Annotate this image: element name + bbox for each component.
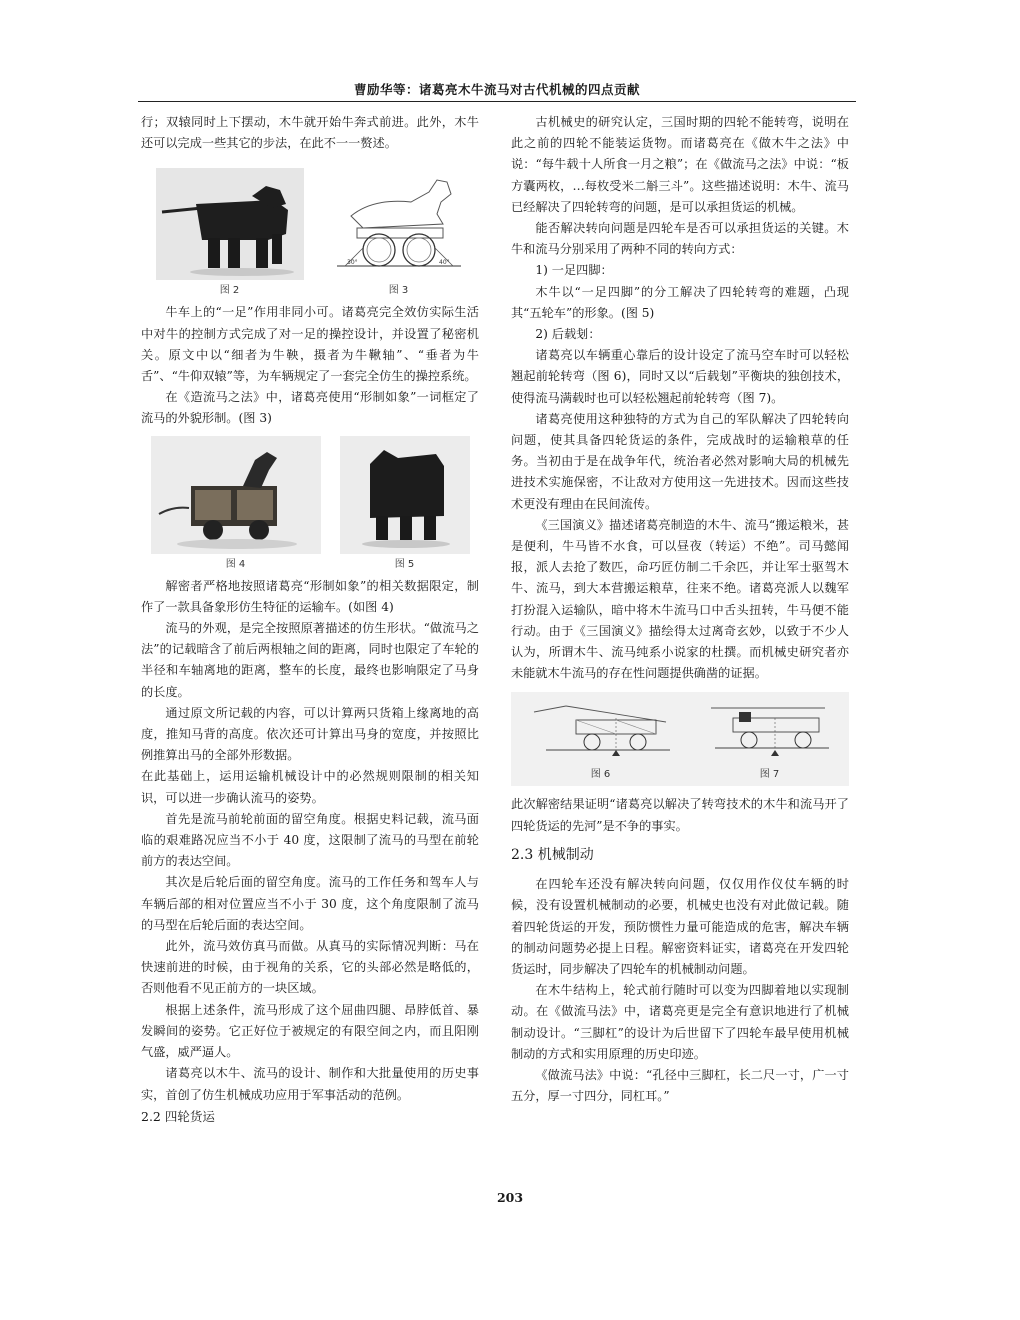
left-column <box>141 112 479 1127</box>
paragraph: 《做流马法》中说：“孔径中三脚杠，长二尺一寸，广一寸五分，厚一寸四分，同杠耳。” <box>511 1067 849 1104</box>
figure-5-caption: 图 5 <box>394 558 415 570</box>
paragraph: 《三国演义》描述诸葛亮制造的木牛、流马“搬运粮米，甚是便利，牛马皆不水食，可以昼夜（转运）不绝”。司马懿闻报，派人去抢了数匹，命巧匠仿制二千余匹，并让军士驱驾木牛、流马，到大本营搬运粮草，往来不绝。诸葛亮派人以魏军打扮混入运输队，暗中将木牛流马口中舌头扭转，牛马便不能行动。由于《三国演义》描绘得太过离奇玄妙，以致于不少人认为，所谓木牛、流马纯系小说家的杜撰。而机械史研究者亦未能就木牛流马的存在性问题提供确凿的证据。 <box>511 517 849 681</box>
paragraph: 此外，流马效仿真马而做。从真马的实际情况判断：马在快速前进的时候，由于视角的关系，它的头部必然是略低的，否则他看不见正前方的一块区域。 <box>141 939 479 996</box>
figure-5 <box>340 436 470 572</box>
paragraph: 诸葛亮以车辆重心靠后的设计设定了流马空车时可以轻松翘起前轮转弯（图 6)，同时又以“后载刬”平衡块的独创技术，使得流马满载时也可以轻松翘起前轮转弯（图 7)。 <box>511 348 849 405</box>
paragraph: 流马的外观，是完全按照原著描述的仿生形状。“做流马之法”的记载暗含了前后两根轴之间的距离，同时也限定了车轮的半径和车轴离地的距离，整车的长度，最终也影响限定了马身的长度。 <box>141 621 479 699</box>
section-heading-2-2: 2.2 四轮货运 <box>141 1108 215 1124</box>
list-item: 2) 后载刬： <box>535 327 601 342</box>
paragraph: 古机械史的研究认定，三国时期的四轮不能转弯，说明在此之前的四轮不能装运货物。而诸葛亮在《做木牛之法》中说：“每牛载十人所食一月之粮”；在《做流马之法》中说：“板方囊两枚，…每枚受米二斛三斗”。这些描述说明：木牛、流马已经解决了四轮转弯的问题，是可以承担货运的机械。 <box>511 115 849 214</box>
right-column <box>511 112 849 1107</box>
paragraph: 诸葛亮以木牛、流马的设计、制作和大批量使用的历史事实，首创了仿生机械成功应用于军事活动的范例。 <box>141 1066 479 1102</box>
paragraph: 在四轮车还没有解决转向问题，仅仅用作仪仗车辆的时候，没有设置机械制动的必要，机械史也没有对此做记载。随着四轮货运的开发，预防惯性力量可能造成的危害，解决车辆的制动问题势必提上日程。解密资料证实，诸葛亮在开发四轮货运时，同步解决了四轮车的机械制动问题。 <box>511 877 849 976</box>
figure-2-caption: 图 2 <box>219 285 240 297</box>
paragraph: 此次解密结果证明“诸葛亮以解决了转弯技术的木牛和流马开了四轮货运的先河”是不争的事实。 <box>511 797 849 833</box>
paragraph: 首先是流马前轮前面的留空角度。根据史料记载，流马面临的艰难路况应当不小于 40 度，这限制了流马的马型在前轮前方的表达空间。 <box>141 811 479 869</box>
header-rule <box>138 101 856 102</box>
section-heading-2-3: 2.3 机械制动 <box>511 846 594 863</box>
paragraph: 诸葛亮使用这种独特的方式为自己的军队解决了四轮转向问题，使其具备四轮货运的条件，完成战时的运输粮草的任务。当初由于是在战争年代，统治者必然对影响大局的机械先进技术实施保密，不让敌对方使用这一先进技术。因而这些技术更没有理由在民间流传。 <box>511 411 849 511</box>
figure-4 <box>151 436 321 572</box>
paragraph: 解密者严格地按照诸葛亮“形制如象”的相关数据限定，制作了一款具备象形仿生特征的运输车。(如图 4) <box>141 578 479 614</box>
running-title: 曹励华等：诸葛亮木牛流马对古代机械的四点贡献 <box>353 82 640 97</box>
figure-row-4-5 <box>141 436 479 572</box>
figure-3 <box>333 168 465 298</box>
paragraph: 通过原文所记载的内容，可以计算两只货箱上缘离地的高度，推知马背的高度。依次还可计算出马身的宽度，并按照比例推算出马的全部外形数据。 <box>141 705 479 763</box>
wooden-ox-front-photo <box>340 436 470 554</box>
paragraph: 根据上述条件，流马形成了这个屈曲四腿、昂脖低首、暴发瞬间的姿势。它正好位于被规定的有限空间之内，而且阳刚气盛，威严逼人。 <box>141 1002 479 1060</box>
figure-4-caption: 图 4 <box>225 558 246 570</box>
figure-6 <box>526 698 676 782</box>
paragraph: 其次是后轮后面的留空角度。流马的工作任务和驾车人与车辆后部的相对位置应当不小于 30 度，这个角度限制了流马的马型在后轮后面的表达空间。 <box>141 875 479 932</box>
flowing-horse-photo <box>151 436 321 554</box>
paragraph: 木牛以“一足四脚”的分工解决了四轮转弯的难题，凸现其“五轮车”的形象。(图 5) <box>511 284 849 320</box>
figure-row-2-3 <box>141 168 479 298</box>
rear-angle-label: 30° <box>346 259 358 267</box>
list-item: 1) 一足四脚： <box>535 263 613 278</box>
wooden-ox-photo <box>156 168 304 280</box>
paragraph: 在木牛结构上，轮式前行随时可以变为四脚着地以实现制动。在《做流马法》中，诸葛亮更是完全有意识地进行了机械制动设计。“三脚杠”的设计为后世留下了四轮车最早使用机械制动的方式和实用原理的历史印迹。 <box>511 983 849 1061</box>
cart-balance-diagram-empty <box>526 698 676 764</box>
flowing-horse-diagram <box>333 168 465 280</box>
page-number: 203 <box>496 1190 524 1205</box>
front-angle-label: 40° <box>438 259 450 267</box>
paragraph: 牛车上的“一足”作用非同小可。诸葛亮完全效仿实际生活中对牛的控制方式完成了对一足的操控设计，并设置了秘密机关。原文中以“细者为牛鞅，摄者为牛鞦轴”、“垂者为牛舌”、“牛仰双辕”等，为车辆规定了一套完全仿生的操控系统。 <box>141 305 479 384</box>
figure-6-caption: 图 6 <box>590 769 611 781</box>
figure-7-caption: 图 7 <box>759 769 780 781</box>
paragraph: 在《造流马之法》中，诸葛亮使用“形制如象”一词框定了流马的外貌形制。(图 3) <box>141 390 479 426</box>
cart-balance-diagram-loaded <box>705 698 835 764</box>
figure-7 <box>705 698 835 782</box>
paragraph: 在此基础上，运用运输机械设计中的必然规则限制的相关知识，可以进一步确认流马的姿势。 <box>141 769 479 805</box>
figure-3-caption: 图 3 <box>388 285 409 297</box>
figure-2 <box>156 168 304 298</box>
figure-row-6-7 <box>511 692 849 786</box>
paragraph: 行；双辕同时上下摆动，木牛就开始牛奔式前进。此外，木牛还可以完成一些其它的步法，在此不一一赘述。 <box>141 115 479 151</box>
paragraph: 能否解决转向问题是四轮车是否可以承担货运的关键。木牛和流马分别采用了两种不同的转向方式： <box>511 221 849 257</box>
